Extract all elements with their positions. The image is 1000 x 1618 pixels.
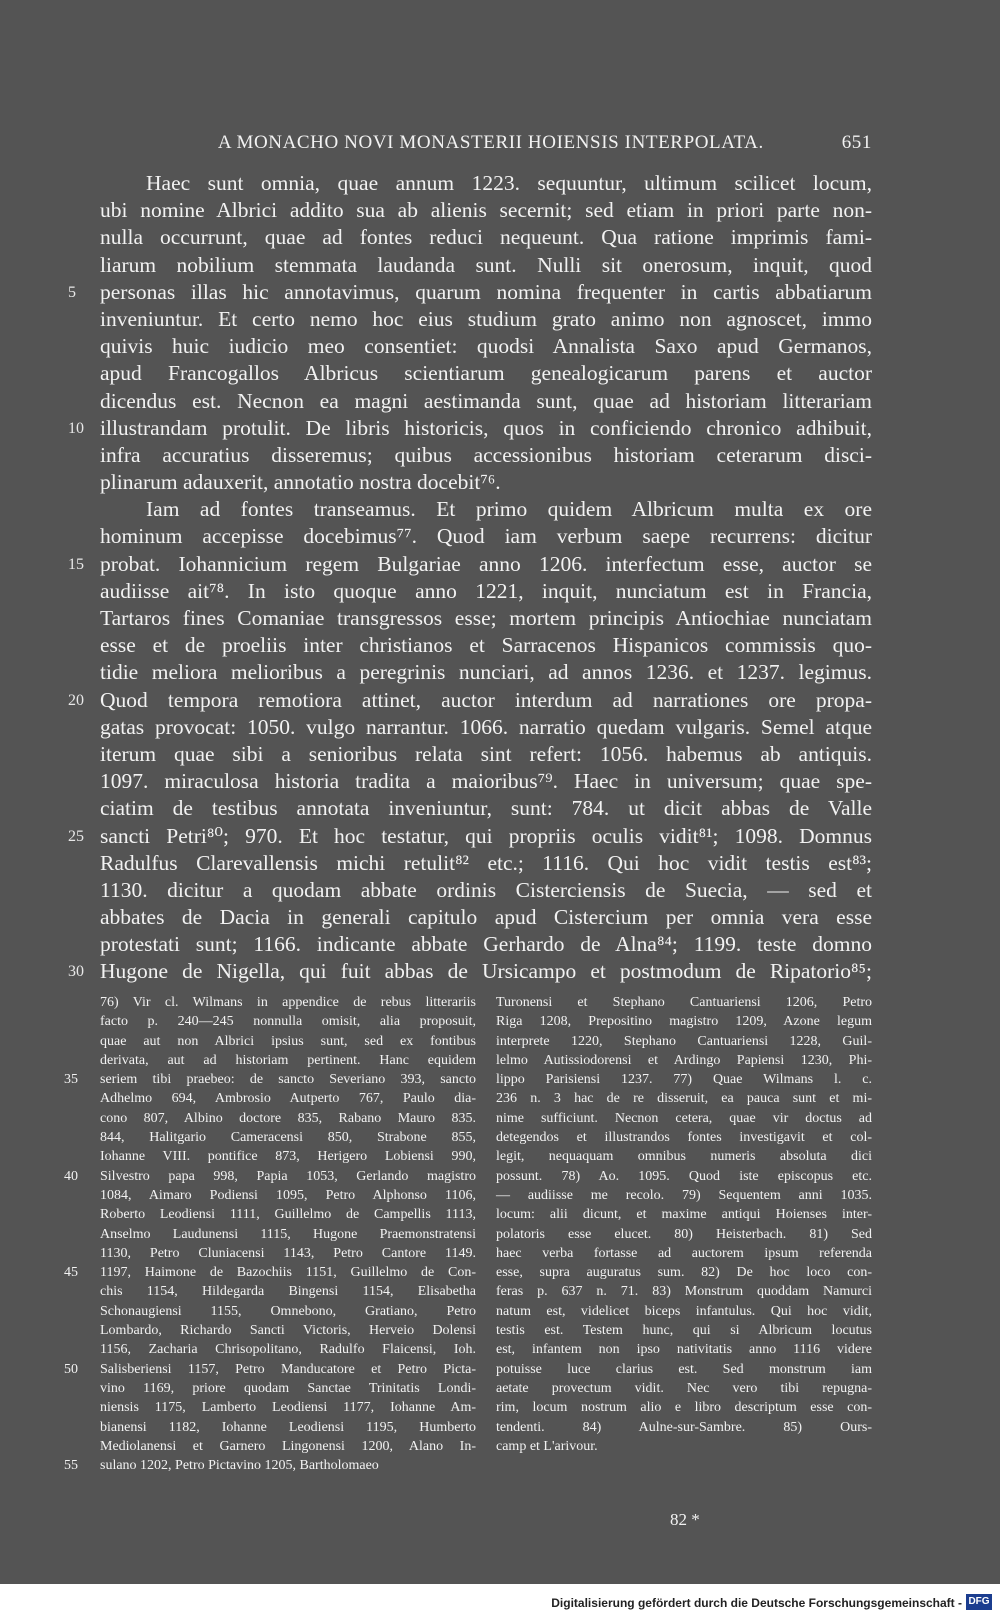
footnote-line: 1156, Zacharia Chrisopolitano, Radulfo Flaicensi, Ioh. — [100, 1342, 476, 1358]
main-text — [68, 170, 872, 986]
text-line: ubi nomine Albrici addito sua ab alienis secernit; sed etiam in priori parte non- — [100, 198, 872, 223]
text-line: Iam ad fontes transeamus. Et primo quidem Albricum multa ex ore — [146, 497, 872, 522]
footnote-line: lelmo Autissiodorensi et Ardingo Papiensi 1230, Phi- — [496, 1052, 872, 1068]
line-number: 30 — [68, 963, 84, 981]
text-line: Quod tempora remotiora attinet, auctor interdum ad narrationes ore propa- 20 — [100, 687, 872, 714]
footnote-line: Salisberiensi 1157, Petro Manducatore et Petro Picta- 50 — [100, 1360, 476, 1379]
footnote-line: chis 1154, Hildegarda Bingensi 1154, Elisabetha — [100, 1284, 476, 1300]
running-title: A MONACHO NOVI MONASTERII HOIENSIS INTERPOLATA. — [217, 132, 764, 153]
text-line: nulla occurrunt, quae ad fontes reduci nequeunt. Qua ratione imprimis fami- — [100, 225, 872, 250]
footnote-line: cono 807, Albino doctore 835, Rabano Mauro 835. — [100, 1110, 476, 1126]
text-line: personas illas hic annotavimus, quarum nomina frequenter in cartis abbatiarum 5 — [100, 279, 872, 306]
text-line: gatas provocat: 1050. vulgo narrantur. 1066. narratio quedam vulgaris. Semel atque — [100, 714, 872, 739]
footnote-line: natum est, videlicet biceps infantulus. Qui hoc vidit, — [496, 1303, 872, 1319]
dfg-logo: DFG — [966, 1594, 992, 1610]
running-header — [100, 132, 872, 154]
footnote-line: Roberto Leodiensi 1111, Guillelmo de Campellis 1113, — [100, 1207, 476, 1223]
text-line: liarum nobilium stemmata laudanda sunt. Nulli sit onerosum, inquit, quod — [100, 252, 872, 277]
line-number: 20 — [68, 691, 84, 709]
footnote-line: polatoris esse elucet. 80) Heisterbach. 81) Sed — [496, 1226, 872, 1242]
text-line: 1097. miraculosa historia tradita a maioribus⁷⁹. Haec in universum; quae spe- — [100, 769, 872, 794]
text-line: apud Francogallos Albricus scientiarum genealogicarum parens et auctor — [100, 361, 872, 386]
footnote-line: tendenti. 84) Aulne-sur-Sambre. 85) Ours- — [496, 1419, 872, 1435]
footnote-line: est, infantem non ipso nativitatis anno 1116 videre — [496, 1342, 872, 1358]
line-number: 55 — [64, 1458, 78, 1474]
text-line: Tartaros fines Comaniae transgressos esse; mortem principis Antiochiae nunciatam — [100, 606, 872, 630]
text-line: ciatim de testibus annotata inveniuntur, sunt: 784. ut dicit abbas de Valle — [100, 796, 872, 821]
line-number: 25 — [68, 827, 84, 845]
footnote-line: feras p. 637 n. 71. 83) Monstrum quoddam Namurci — [496, 1284, 872, 1300]
footnote-line: facto p. 240—245 nonnulla omisit, alia proposuit, — [100, 1014, 476, 1030]
line-number: 35 — [64, 1072, 78, 1088]
footnote-line: 844, Halitgario Cameracensi 850, Strabone 855, — [100, 1130, 476, 1146]
footnote-line: esse, supra auguratus sum. 82) De hoc loco con- — [496, 1265, 872, 1281]
footnote-line: Riga 1208, Prepositino magistro 1209, Azone legum — [496, 1014, 872, 1030]
footnote-line: 1130, Petro Cluniacensi 1143, Petro Cantore 1149. — [100, 1245, 476, 1261]
line-number: 50 — [64, 1361, 78, 1377]
text-line: protestati sunt; 1166. indicante abbate Gerhardo de Alna⁸⁴; 1199. teste domno — [100, 932, 872, 957]
footnote-line: 76) Vir cl. Wilmans in appendice de rebus litterariis — [100, 995, 476, 1010]
text-line: Hugone de Nigella, qui fuit abbas de Ursicampo et postmodum de Ripatorio⁸⁵; 30 — [100, 958, 872, 985]
footnote-line: seriem tibi praebeo: de sancto Severiano 393, sancto 35 — [100, 1070, 476, 1089]
footnote-line: Iohanne VIII. pontifice 873, Herigero Lobiensi 990, — [100, 1149, 476, 1165]
footnote-line: interprete 1220, Stephano Cantuariensi 1228, Guil- — [496, 1033, 872, 1049]
page-number: 651 — [841, 132, 872, 153]
text-line: dicendus est. Necnon ea magni aestimanda sunt, quae ad historiam litterariam — [100, 388, 872, 413]
footnote-line: Silvestro papa 998, Papia 1053, Gerlando magistro 40 — [100, 1167, 476, 1186]
text-line: probat. Iohannicium regem Bulgariae anno 1206. interfectum esse, auctor se 15 — [100, 551, 872, 578]
text-line: infra accuratius disseremus; quibus accessionibus historiam ceterarum disci- — [100, 442, 872, 467]
footnotes — [64, 993, 872, 1475]
footnote-line: legit, nequaquam omnibus numeris absoluta dici — [496, 1149, 872, 1165]
text-line: illustrandam protulit. De libris historicis, quos in conficiendo chronico adhibuit, 10 — [100, 415, 872, 442]
footnote-line: possunt. 78) Ao. 1095. Quod iste episcopus etc. — [496, 1168, 872, 1184]
footnote-line: Lombardo, Richardo Sancti Victoris, Herveio Dolensi — [100, 1323, 476, 1339]
footnote-line: locum: alii dicunt, et maxime antiqui Hoienses inter- — [496, 1207, 872, 1223]
line-number: 10 — [68, 419, 84, 437]
text-line: quivis huic iudicio meo consentiet: quodsi Annalista Saxo apud Germanos, — [100, 334, 872, 359]
footnote-line: rim, locum nostrum alio e libro descriptum esse con- — [496, 1400, 872, 1416]
footnote-line: lippo Parisiensi 1237. 77) Quae Wilmans l. c. — [496, 1072, 872, 1088]
footnote-line: niensis 1175, Lamberto Leodiensi 1177, Iohanne Am- — [100, 1400, 476, 1416]
text-line: tidie meliora melioribus a peregrinis nunciari, ad annos 1236. et 1237. legimus. — [100, 660, 872, 685]
footnote-line: 236 n. 3 hac de re disseruit, ea pauca sunt et mi- — [496, 1091, 872, 1107]
footnote-line: Mediolanensi et Garnero Lingonensi 1200, Alano In- — [100, 1438, 476, 1454]
footnote-line: testis est. Testem hunc, qui si Albricum locutus — [496, 1323, 872, 1339]
line-number: 40 — [64, 1168, 78, 1184]
footnote-line: 1197, Haimone de Bazochiis 1151, Guillelmo de Con- 45 — [100, 1263, 476, 1282]
text-line: audiisse ait⁷⁸. In isto quoque anno 1221, inquit, nunciatum est in Francia, — [100, 578, 872, 603]
signature-mark: 82 * — [670, 1510, 700, 1529]
text-line: sancti Petri⁸⁰; 970. Et hoc testatur, qui propriis oculis vidit⁸¹; 1098. Domnus 25 — [100, 823, 872, 850]
footnote-line: detegendos et illustrandos fontes investigavit et col- — [496, 1130, 872, 1146]
footnote-line: bianensi 1182, Iohanne Leodiensi 1195, Humberto — [100, 1419, 476, 1435]
footnote-line: 1084, Aimaro Podiensi 1095, Petro Alphonso 1106, — [100, 1187, 476, 1203]
footer-bar — [0, 1584, 1000, 1618]
text-line: inveniuntur. Et certo nemo hoc eius studium grato animo non agnoscet, immo — [100, 306, 872, 331]
footnote-line: nime sufficiunt. Necnon cetera, quae vir doctus ad — [496, 1110, 872, 1126]
text-line: iterum quae sibi a senioribus relata sint refert: 1056. habemus ab antiquis. — [100, 741, 872, 766]
footnote-line: Schonaugiensi 1155, Omnebono, Gratiano, Petro — [100, 1303, 476, 1319]
footer-credit: Digitalisierung gefördert durch die Deutsche Forschungsgemeinschaft - — [551, 1596, 962, 1610]
footnotes-right-column — [496, 993, 872, 1475]
footnote-line: — audiisse me recolo. 79) Sequentem anni 1035. — [496, 1187, 872, 1203]
footnote-line: Turonensi et Stephano Cantuariensi 1206, Petro — [496, 995, 872, 1010]
footnote-line: potuisse luce clarius est. Sed monstrum iam — [496, 1361, 872, 1377]
text-line: 1130. dicitur a quodam abbate ordinis Cisterciensis de Suecia, — sed et — [100, 877, 872, 902]
text-line: abbates de Dacia in generali capitulo apud Cistercium per omnia vera esse — [100, 905, 872, 930]
text-line: esse et de proeliis inter christianos et Sarracenos Hispanicos commissis quo- — [100, 633, 872, 658]
footnotes-left-column — [64, 993, 476, 1475]
line-number: 45 — [64, 1265, 78, 1281]
line-number: 5 — [68, 283, 76, 301]
footnote-line: quae aut non Albrici ipsius sunt, sed ex fontibus — [100, 1033, 476, 1049]
footnote-line: derivata, aut ad historiam pertinent. Hanc equidem — [100, 1052, 476, 1068]
text-line: plinarum adauxerit, annotatio nostra docebit⁷⁶. — [100, 470, 501, 495]
footnote-line: aetate provectum vidit. Nec vero tibi repugna- — [496, 1380, 872, 1396]
text-line: Radulfus Clarevallensis michi retulit⁸² etc.; 1116. Qui hoc vidit testis est⁸³; — [100, 850, 872, 875]
footnote-line: Adhelmo 694, Ambrosio Autperto 767, Paulo dia- — [100, 1091, 476, 1107]
line-number: 15 — [68, 555, 84, 573]
text-line: hominum accepisse docebimus⁷⁷. Quod iam verbum saepe recurrens: dicitur — [100, 524, 872, 549]
footnote-line: haec verba fortasse ad auctorem ipsum referenda — [496, 1245, 872, 1261]
footnote-line: Anselmo Laudunensi 1115, Hugone Praemonstratensi — [100, 1226, 476, 1242]
footnote-line: camp et L'arivour. — [496, 1438, 598, 1454]
text-line: Haec sunt omnia, quae annum 1223. sequuntur, ultimum scilicet locum, — [146, 171, 872, 195]
footnote-line: sulano 1202, Petro Pictavino 1205, Bartholomaeo 55 — [100, 1456, 476, 1475]
footnote-line: vino 1169, priore quodam Sanctae Trinitatis Londi- — [100, 1380, 476, 1396]
